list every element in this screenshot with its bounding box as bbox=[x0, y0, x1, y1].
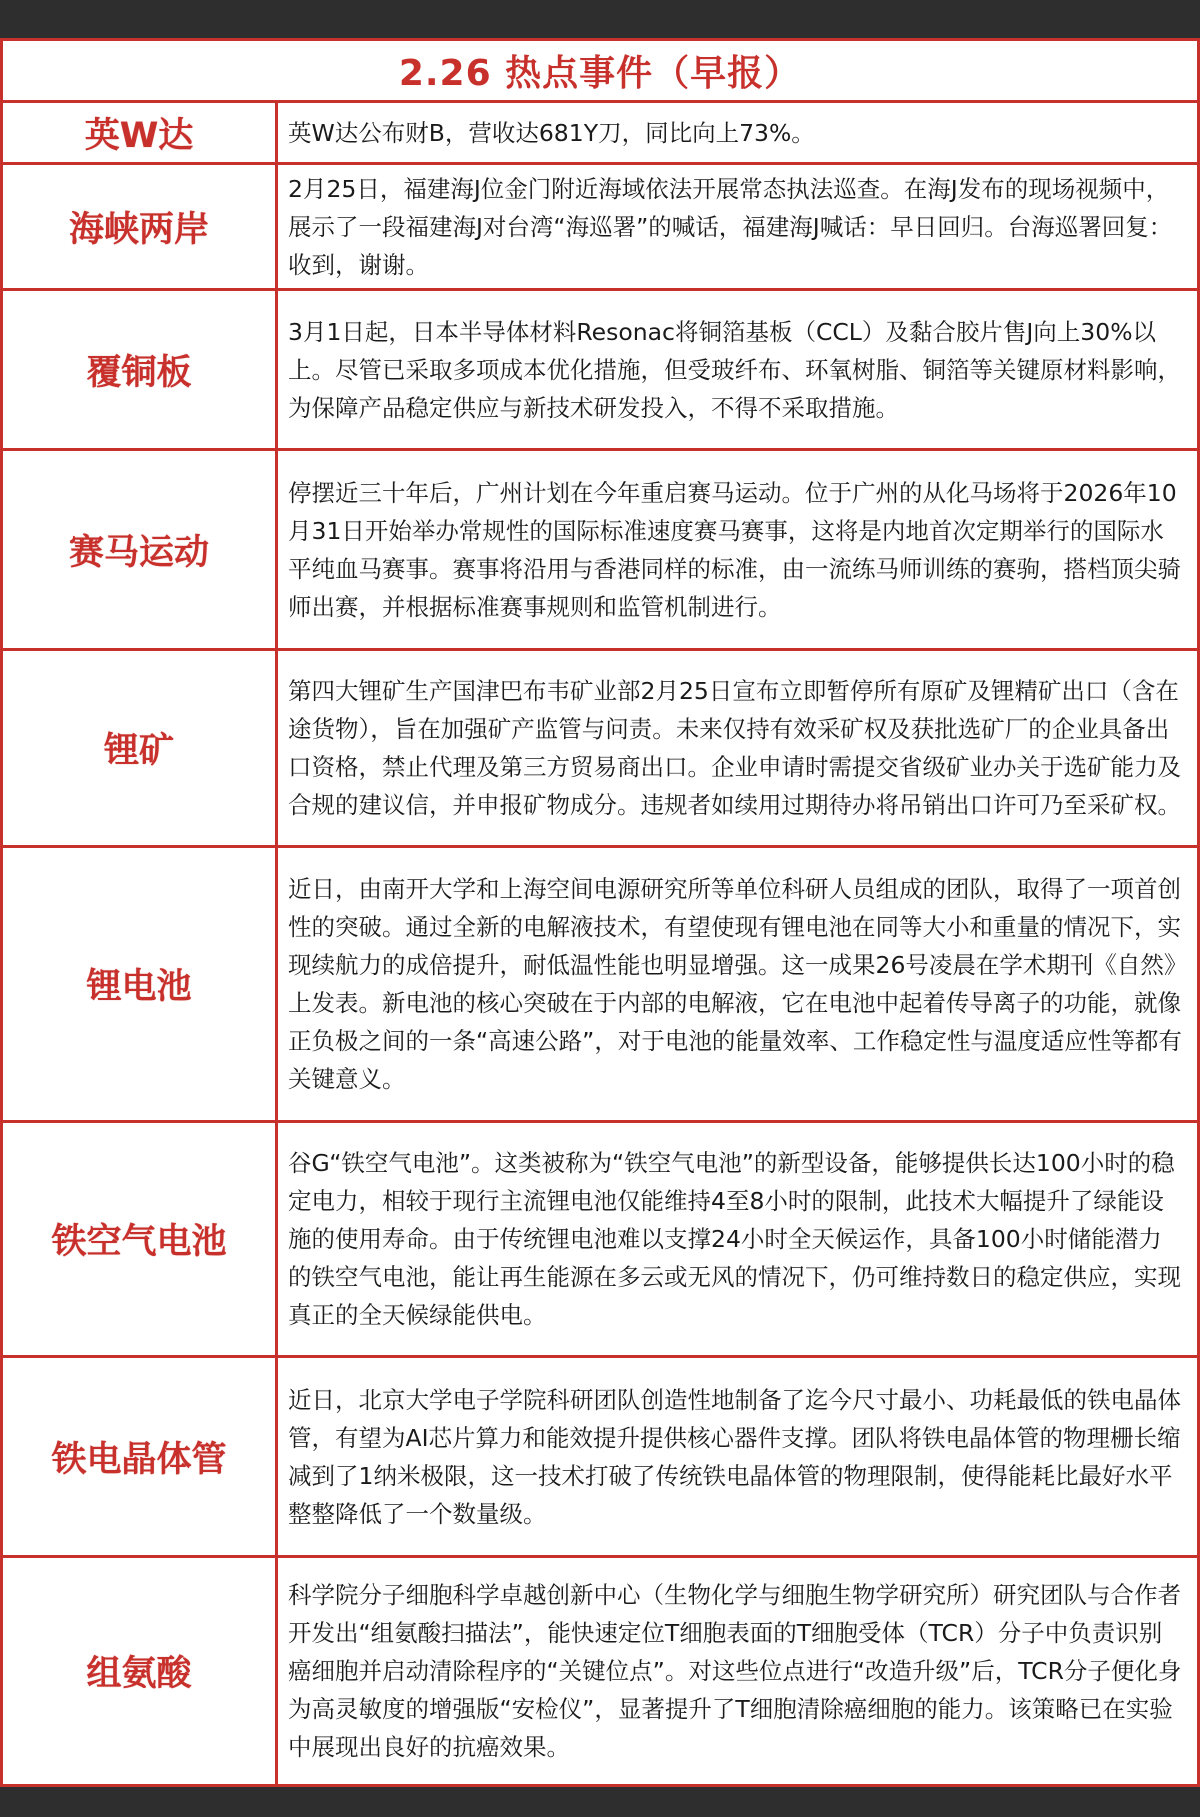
event-description: 科学院分子细胞科学卓越创新中心（生物化学与细胞生物学研究所）研究团队与合作者开发出“组氨酸扫描法”，能快速定位T细胞表面的T细胞受体（TCR）分子中负责识别癌细胞并启动清除程序的“关键位点”。对这些位点进行“改造升级”后，TCR分子便化身为高灵敏度的增强版“安检仪”，显著提升了T细胞清除癌细胞的能力。该策略已在实验中展现出良好的抗癌效果。 bbox=[288, 1581, 1182, 1761]
table-row bbox=[3, 103, 1197, 165]
event-description: 近日，北京大学电子学院科研团队创造性地制备了迄今尺寸最小、功耗最低的铁电晶体管，有望为AI芯片算力和能效提升提供核心器件支撑。团队将铁电晶体管的物理栅长缩减到了1纳米极限，这一技术打破了传统铁电晶体管的物理限制，使得能耗比最好水平整整降低了一个数量级。 bbox=[288, 1385, 1181, 1528]
top-frame-bar bbox=[0, 0, 1200, 38]
category-label: 铁空气电池 bbox=[3, 1123, 278, 1355]
table-row bbox=[3, 165, 1197, 291]
category-label: 铁电晶体管 bbox=[3, 1358, 278, 1555]
category-label: 覆铜板 bbox=[3, 291, 278, 448]
category-label: 赛马运动 bbox=[3, 451, 278, 648]
table-row bbox=[3, 651, 1197, 848]
category-label: 海峡两岸 bbox=[3, 165, 278, 288]
event-description: 谷G“铁空气电池”。这类被称为“铁空气电池”的新型设备，能够提供长达100小时的稳定电力，相较于现行主流锂电池仅能维持4至8小时的限制，此技术大幅提升了绿能设施的使用寿命。由于传统锂电池难以支撑24小时全天候运作，具备100小时储能潜力的铁空气电池，能让再生能源在多云或无风的情况下，仍可维持数日的稳定供应，实现真正的全天候绿能供电。 bbox=[288, 1149, 1181, 1329]
page-title: 2.26 热点事件（早报） bbox=[3, 41, 1197, 103]
event-description: 2月25日，福建海J位金门附近海域依法开展常态执法巡查。在海J发布的现场视频中，展示了一段福建海J对台湾“海巡署”的喊话，福建海J喊话：早日回归。台海巡署回复：收到，谢谢。 bbox=[288, 174, 1173, 279]
event-description: 第四大锂矿生产国津巴布韦矿业部2月25日宣布立即暂停所有原矿及锂精矿出口（含在途货物），旨在加强矿产监管与问责。未来仅持有效采矿权及获批选矿厂的企业具备出口资格，禁止代理及第三方贸易商出口。企业申请时需提交省级矿业办关于选矿能力及合规的建议信，并申报矿物成分。违规者如续用过期待办将吊销出口许可乃至采矿权。 bbox=[288, 677, 1181, 819]
category-label: 锂电池 bbox=[3, 848, 278, 1120]
table-row bbox=[3, 848, 1197, 1123]
event-description: 英W达公布财B，营收达681Y刀，同比向上73%。 bbox=[288, 118, 815, 147]
table-row bbox=[3, 1558, 1197, 1784]
table-row bbox=[3, 291, 1197, 451]
table-row bbox=[3, 451, 1197, 651]
event-description: 近日，由南开大学和上海空间电源研究所等单位科研人员组成的团队，取得了一项首创性的突破。通过全新的电解液技术，有望使现有锂电池在同等大小和重量的情况下，实现续航力的成倍提升，耐低温性能也明显增强。这一成果26号凌晨在学术期刊《自然》上发表。新电池的核心突破在于内部的电解液，它在电池中起着传导离子的功能，就像正负极之间的一条“高速公路”，对于电池的能量效率、工作稳定性与温度适应性等都有关键意义。 bbox=[288, 875, 1182, 1093]
category-label: 英W达 bbox=[3, 103, 278, 162]
category-label: 组氨酸 bbox=[3, 1558, 278, 1784]
event-description: 3月1日起，日本半导体材料Resonac将铜箔基板（CCL）及黏合胶片售J向上30%以上。尽管已采取多项成本优化措施，但受玻纤布、环氧树脂、铜箔等关键原材料影响，为保障产品稳定供应与新技术研发投入，不得不采取措施。 bbox=[288, 317, 1181, 422]
table-row bbox=[3, 1358, 1197, 1558]
category-label: 锂矿 bbox=[3, 651, 278, 845]
table-row bbox=[3, 1123, 1197, 1358]
event-description: 停摆近三十年后，广州计划在今年重启赛马运动。位于广州的从化马场将于2026年10月31日开始举办常规性的国际标准速度赛马赛事，这将是内地首次定期举行的国际水平纯血马赛事。赛事将沿用与香港同样的标准，由一流练马师训练的赛驹，搭档顶尖骑师出赛，并根据标准赛事规则和监管机制进行。 bbox=[288, 478, 1181, 621]
bottom-frame-bar bbox=[0, 1787, 1200, 1817]
hot-events-table bbox=[0, 38, 1200, 1787]
